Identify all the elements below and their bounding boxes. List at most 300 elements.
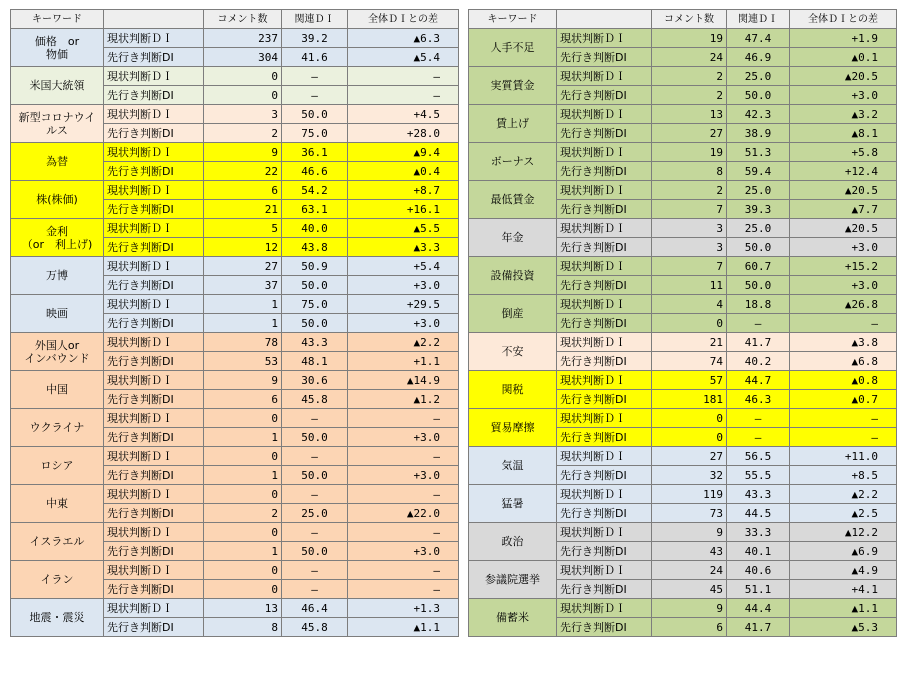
di-type-cell: 現状判断ＤＩ xyxy=(104,295,204,314)
related-di-cell: 44.7 xyxy=(727,371,790,390)
di-type-cell: 現状判断ＤＩ xyxy=(557,295,652,314)
comment-count-cell: 2 xyxy=(652,181,727,200)
table-row xyxy=(469,447,897,466)
related-di-cell: ― xyxy=(727,314,790,333)
related-di-cell: ― xyxy=(282,580,348,599)
keyword-header: キーワード xyxy=(469,10,557,29)
di-type-cell: 先行き判断DI xyxy=(557,352,652,371)
related-di-cell: 48.1 xyxy=(282,352,348,371)
di-type-cell: 現状判断ＤＩ xyxy=(557,447,652,466)
comment-count-cell: 9 xyxy=(204,143,282,162)
di-type-cell: 先行き判断DI xyxy=(104,314,204,333)
comment-count-cell: 5 xyxy=(204,219,282,238)
di-type-cell: 先行き判断DI xyxy=(104,124,204,143)
related-di-cell: 36.1 xyxy=(282,143,348,162)
diff-cell: +5.4 xyxy=(348,257,459,276)
related-di-cell: 44.4 xyxy=(727,599,790,618)
comment-count-cell: 9 xyxy=(652,523,727,542)
keyword-cell: 地震・震災 xyxy=(11,599,104,637)
keyword-cell: 備蓄米 xyxy=(469,599,557,637)
diff-cell: +3.0 xyxy=(348,428,459,447)
related-di-cell: 56.5 xyxy=(727,447,790,466)
comment-count-cell: 4 xyxy=(652,295,727,314)
diff-header: 全体ＤＩとの差 xyxy=(348,10,459,29)
related-di-cell: 33.3 xyxy=(727,523,790,542)
keyword-cell: 為替 xyxy=(11,143,104,181)
keyword-cell: 中国 xyxy=(11,371,104,409)
table-row xyxy=(11,29,459,48)
di-type-cell: 先行き判断DI xyxy=(104,238,204,257)
related-di-cell: 25.0 xyxy=(282,504,348,523)
comment-count-cell: 0 xyxy=(204,409,282,428)
di-type-cell: 現状判断ＤＩ xyxy=(557,257,652,276)
di-type-cell: 先行き判断DI xyxy=(557,86,652,105)
diff-cell: +3.0 xyxy=(790,238,897,257)
comment-count-cell: 304 xyxy=(204,48,282,67)
keyword-cell: 不安 xyxy=(469,333,557,371)
diff-cell: ▲26.8 xyxy=(790,295,897,314)
comment-count-cell: 0 xyxy=(204,86,282,105)
di-type-cell: 現状判断ＤＩ xyxy=(104,599,204,618)
table-row xyxy=(469,67,897,86)
diff-cell: ▲7.7 xyxy=(790,200,897,219)
comment-count-cell: 119 xyxy=(652,485,727,504)
table-body-right xyxy=(469,10,897,637)
keyword-table-left xyxy=(10,9,459,637)
diff-cell: ▲0.7 xyxy=(790,390,897,409)
comment-count-cell: 43 xyxy=(652,542,727,561)
table-row xyxy=(11,333,459,352)
related-di-cell: 51.3 xyxy=(727,143,790,162)
diff-cell: +15.2 xyxy=(790,257,897,276)
related-di-cell: 60.7 xyxy=(727,257,790,276)
diff-cell: ― xyxy=(790,409,897,428)
keyword-cell: 米国大統領 xyxy=(11,67,104,105)
comment-count-cell: 21 xyxy=(204,200,282,219)
related-di-cell: ― xyxy=(282,485,348,504)
related-di-cell: 25.0 xyxy=(727,219,790,238)
di-type-cell: 先行き判断DI xyxy=(557,466,652,485)
di-type-cell: 現状判断ＤＩ xyxy=(104,333,204,352)
comment-count-cell: 32 xyxy=(652,466,727,485)
diff-cell: ▲3.8 xyxy=(790,333,897,352)
keyword-cell: 政治 xyxy=(469,523,557,561)
diff-cell: +1.3 xyxy=(348,599,459,618)
di-type-cell: 先行き判断DI xyxy=(557,124,652,143)
related-di-cell: 45.8 xyxy=(282,390,348,409)
comment-count-cell: 27 xyxy=(652,124,727,143)
di-header: 関連ＤＩ xyxy=(727,10,790,29)
comment-count-cell: 24 xyxy=(652,48,727,67)
table-row xyxy=(11,181,459,200)
related-di-cell: ― xyxy=(282,409,348,428)
table-row xyxy=(469,561,897,580)
di-type-cell: 先行き判断DI xyxy=(557,314,652,333)
comment-count-cell: 0 xyxy=(204,523,282,542)
di-type-cell: 先行き判断DI xyxy=(557,200,652,219)
table-row xyxy=(11,447,459,466)
diff-cell: +1.1 xyxy=(348,352,459,371)
type-header xyxy=(557,10,652,29)
keyword-cell: 関税 xyxy=(469,371,557,409)
di-type-cell: 現状判断ＤＩ xyxy=(557,409,652,428)
related-di-cell: 50.0 xyxy=(282,542,348,561)
related-di-cell: 51.1 xyxy=(727,580,790,599)
di-type-cell: 先行き判断DI xyxy=(104,580,204,599)
diff-cell: ▲0.1 xyxy=(790,48,897,67)
di-type-cell: 先行き判断DI xyxy=(104,428,204,447)
diff-cell: ▲5.5 xyxy=(348,219,459,238)
related-di-cell: 41.6 xyxy=(282,48,348,67)
related-di-cell: 41.7 xyxy=(727,618,790,637)
related-di-cell: 54.2 xyxy=(282,181,348,200)
diff-cell: ▲4.9 xyxy=(790,561,897,580)
diff-cell: ― xyxy=(348,86,459,105)
related-di-cell: 40.6 xyxy=(727,561,790,580)
comment-count-cell: 73 xyxy=(652,504,727,523)
di-type-cell: 現状判断ＤＩ xyxy=(104,105,204,124)
di-type-cell: 先行き判断DI xyxy=(104,200,204,219)
keyword-cell: イラン xyxy=(11,561,104,599)
comment-count-cell: 2 xyxy=(204,504,282,523)
related-di-cell: 50.0 xyxy=(727,238,790,257)
diff-cell: ▲0.4 xyxy=(348,162,459,181)
diff-cell: ▲2.2 xyxy=(348,333,459,352)
comment-count-cell: 13 xyxy=(652,105,727,124)
comment-count-cell: 1 xyxy=(204,295,282,314)
comment-count-cell: 7 xyxy=(652,200,727,219)
table-row xyxy=(11,105,459,124)
related-di-cell: 63.1 xyxy=(282,200,348,219)
comment-count-cell: 11 xyxy=(652,276,727,295)
table-row xyxy=(11,371,459,390)
di-type-cell: 現状判断ＤＩ xyxy=(557,371,652,390)
di-type-cell: 現状判断ＤＩ xyxy=(557,599,652,618)
di-type-cell: 現状判断ＤＩ xyxy=(557,523,652,542)
di-type-cell: 先行き判断DI xyxy=(557,238,652,257)
table-row xyxy=(11,295,459,314)
diff-cell: ▲3.3 xyxy=(348,238,459,257)
keyword-cell: 賃上げ xyxy=(469,105,557,143)
keyword-cell: 年金 xyxy=(469,219,557,257)
di-type-cell: 現状判断ＤＩ xyxy=(104,485,204,504)
keyword-cell: 猛暑 xyxy=(469,485,557,523)
keyword-cell: 万博 xyxy=(11,257,104,295)
diff-cell: ― xyxy=(348,67,459,86)
diff-cell: +4.1 xyxy=(790,580,897,599)
di-type-cell: 現状判断ＤＩ xyxy=(557,29,652,48)
keyword-cell: ボーナス xyxy=(469,143,557,181)
diff-cell: ― xyxy=(790,314,897,333)
keyword-cell: 気温 xyxy=(469,447,557,485)
related-di-cell: 50.9 xyxy=(282,257,348,276)
diff-cell: ― xyxy=(348,580,459,599)
di-type-cell: 現状判断ＤＩ xyxy=(104,29,204,48)
di-type-cell: 先行き判断DI xyxy=(557,580,652,599)
table-row xyxy=(469,333,897,352)
di-type-cell: 現状判断ＤＩ xyxy=(557,485,652,504)
diff-cell: +3.0 xyxy=(348,276,459,295)
diff-cell: +4.5 xyxy=(348,105,459,124)
comment-count-cell: 45 xyxy=(652,580,727,599)
comment-count-cell: 24 xyxy=(652,561,727,580)
comment-count-cell: 0 xyxy=(204,561,282,580)
related-di-cell: 43.3 xyxy=(727,485,790,504)
table-row xyxy=(469,409,897,428)
diff-cell: ▲1.1 xyxy=(790,599,897,618)
diff-cell: ▲9.4 xyxy=(348,143,459,162)
table-row xyxy=(11,257,459,276)
di-type-cell: 現状判断ＤＩ xyxy=(557,105,652,124)
comment-count-cell: 9 xyxy=(652,599,727,618)
related-di-cell: 42.3 xyxy=(727,105,790,124)
comment-count-cell: 0 xyxy=(204,447,282,466)
comment-count-cell: 74 xyxy=(652,352,727,371)
di-type-cell: 先行き判断DI xyxy=(104,48,204,67)
keyword-cell: 株(株価) xyxy=(11,181,104,219)
diff-cell: ▲12.2 xyxy=(790,523,897,542)
header-row xyxy=(11,10,459,29)
diff-cell: +3.0 xyxy=(348,314,459,333)
diff-cell: ▲1.2 xyxy=(348,390,459,409)
comment-count-cell: 27 xyxy=(204,257,282,276)
di-type-cell: 現状判断ＤＩ xyxy=(104,371,204,390)
di-type-cell: 先行き判断DI xyxy=(557,504,652,523)
comment-count-cell: 6 xyxy=(204,181,282,200)
table-row xyxy=(11,67,459,86)
related-di-cell: 50.0 xyxy=(282,276,348,295)
table-row xyxy=(469,257,897,276)
comment-count-cell: 8 xyxy=(652,162,727,181)
related-di-cell: 46.9 xyxy=(727,48,790,67)
keyword-cell: 貿易摩擦 xyxy=(469,409,557,447)
diff-cell: ▲2.5 xyxy=(790,504,897,523)
comment-count-cell: 37 xyxy=(204,276,282,295)
comment-count-cell: 0 xyxy=(204,580,282,599)
table-row xyxy=(469,143,897,162)
keyword-cell: 外国人or インバウンド xyxy=(11,333,104,371)
di-type-cell: 現状判断ＤＩ xyxy=(104,219,204,238)
diff-header: 全体ＤＩとの差 xyxy=(790,10,897,29)
di-type-cell: 現状判断ＤＩ xyxy=(557,181,652,200)
diff-cell: ▲6.8 xyxy=(790,352,897,371)
keyword-cell: 中東 xyxy=(11,485,104,523)
table-row xyxy=(469,181,897,200)
diff-cell: +3.0 xyxy=(348,466,459,485)
di-type-cell: 現状判断ＤＩ xyxy=(557,67,652,86)
comments-header: コメント数 xyxy=(652,10,727,29)
comment-count-cell: 22 xyxy=(204,162,282,181)
related-di-cell: 40.1 xyxy=(727,542,790,561)
related-di-cell: 43.3 xyxy=(282,333,348,352)
related-di-cell: 59.4 xyxy=(727,162,790,181)
diff-cell: ▲20.5 xyxy=(790,181,897,200)
comment-count-cell: 78 xyxy=(204,333,282,352)
diff-cell: +11.0 xyxy=(790,447,897,466)
related-di-cell: ― xyxy=(727,428,790,447)
keyword-cell: 新型コロナウイ ルス xyxy=(11,105,104,143)
di-type-cell: 先行き判断DI xyxy=(104,352,204,371)
table-row xyxy=(469,371,897,390)
diff-cell: ▲0.8 xyxy=(790,371,897,390)
keyword-cell: 参議院選挙 xyxy=(469,561,557,599)
diff-cell: ― xyxy=(790,428,897,447)
comment-count-cell: 2 xyxy=(652,67,727,86)
diff-cell: ▲22.0 xyxy=(348,504,459,523)
keyword-table-right xyxy=(468,9,897,637)
table-row xyxy=(469,599,897,618)
related-di-cell: 40.0 xyxy=(282,219,348,238)
diff-cell: +3.0 xyxy=(790,276,897,295)
related-di-cell: 50.0 xyxy=(727,86,790,105)
di-type-cell: 先行き判断DI xyxy=(557,428,652,447)
diff-cell: ▲14.9 xyxy=(348,371,459,390)
related-di-cell: ― xyxy=(282,447,348,466)
diff-cell: ▲5.3 xyxy=(790,618,897,637)
di-type-cell: 先行き判断DI xyxy=(104,542,204,561)
related-di-cell: 25.0 xyxy=(727,181,790,200)
keyword-cell: 設備投資 xyxy=(469,257,557,295)
keyword-cell: 価格 or 物価 xyxy=(11,29,104,67)
table-row xyxy=(469,29,897,48)
related-di-cell: 75.0 xyxy=(282,295,348,314)
comment-count-cell: 0 xyxy=(652,409,727,428)
di-header: 関連ＤＩ xyxy=(282,10,348,29)
table-row xyxy=(11,599,459,618)
diff-cell: ― xyxy=(348,409,459,428)
comment-count-cell: 237 xyxy=(204,29,282,48)
di-type-cell: 現状判断ＤＩ xyxy=(104,67,204,86)
table-row xyxy=(11,409,459,428)
related-di-cell: 46.3 xyxy=(727,390,790,409)
comment-count-cell: 1 xyxy=(204,466,282,485)
comment-count-cell: 6 xyxy=(204,390,282,409)
related-di-cell: 39.2 xyxy=(282,29,348,48)
comment-count-cell: 3 xyxy=(652,219,727,238)
diff-cell: +28.0 xyxy=(348,124,459,143)
comment-count-cell: 19 xyxy=(652,29,727,48)
comment-count-cell: 3 xyxy=(204,105,282,124)
related-di-cell: ― xyxy=(282,67,348,86)
diff-cell: +16.1 xyxy=(348,200,459,219)
comment-count-cell: 0 xyxy=(204,485,282,504)
diff-cell: +12.4 xyxy=(790,162,897,181)
related-di-cell: 38.9 xyxy=(727,124,790,143)
diff-cell: ▲5.4 xyxy=(348,48,459,67)
related-di-cell: ― xyxy=(282,561,348,580)
comment-count-cell: 2 xyxy=(652,86,727,105)
keyword-cell: ロシア xyxy=(11,447,104,485)
di-type-cell: 先行き判断DI xyxy=(557,542,652,561)
related-di-cell: ― xyxy=(727,409,790,428)
di-type-cell: 先行き判断DI xyxy=(104,276,204,295)
comment-count-cell: 3 xyxy=(652,238,727,257)
di-type-cell: 先行き判断DI xyxy=(104,504,204,523)
comment-count-cell: 0 xyxy=(652,314,727,333)
comment-count-cell: 12 xyxy=(204,238,282,257)
keyword-cell: ウクライナ xyxy=(11,409,104,447)
table-row xyxy=(11,485,459,504)
keyword-cell: 倒産 xyxy=(469,295,557,333)
table-row xyxy=(469,485,897,504)
table-row xyxy=(11,561,459,580)
diff-cell: +5.8 xyxy=(790,143,897,162)
diff-cell: ― xyxy=(348,561,459,580)
di-type-cell: 現状判断ＤＩ xyxy=(557,143,652,162)
table-row xyxy=(11,523,459,542)
di-type-cell: 先行き判断DI xyxy=(557,276,652,295)
related-di-cell: 50.0 xyxy=(282,428,348,447)
comment-count-cell: 2 xyxy=(204,124,282,143)
comment-count-cell: 1 xyxy=(204,314,282,333)
diff-cell: ▲2.2 xyxy=(790,485,897,504)
di-type-cell: 先行き判断DI xyxy=(557,162,652,181)
comment-count-cell: 7 xyxy=(652,257,727,276)
diff-cell: ▲6.3 xyxy=(348,29,459,48)
diff-cell: +3.0 xyxy=(790,86,897,105)
diff-cell: +8.5 xyxy=(790,466,897,485)
related-di-cell: 40.2 xyxy=(727,352,790,371)
related-di-cell: 75.0 xyxy=(282,124,348,143)
di-type-cell: 先行き判断DI xyxy=(557,48,652,67)
header-row xyxy=(469,10,897,29)
comment-count-cell: 53 xyxy=(204,352,282,371)
table-row xyxy=(469,219,897,238)
related-di-cell: 39.3 xyxy=(727,200,790,219)
comment-count-cell: 21 xyxy=(652,333,727,352)
related-di-cell: 55.5 xyxy=(727,466,790,485)
diff-cell: +3.0 xyxy=(348,542,459,561)
table-row xyxy=(11,143,459,162)
related-di-cell: 25.0 xyxy=(727,67,790,86)
comment-count-cell: 6 xyxy=(652,618,727,637)
table-body-left xyxy=(11,10,459,637)
diff-cell: +8.7 xyxy=(348,181,459,200)
comment-count-cell: 0 xyxy=(652,428,727,447)
di-type-cell: 先行き判断DI xyxy=(104,162,204,181)
related-di-cell: 47.4 xyxy=(727,29,790,48)
type-header xyxy=(104,10,204,29)
di-type-cell: 現状判断ＤＩ xyxy=(104,409,204,428)
di-type-cell: 現状判断ＤＩ xyxy=(557,561,652,580)
keyword-header: キーワード xyxy=(11,10,104,29)
comment-count-cell: 27 xyxy=(652,447,727,466)
comment-count-cell: 181 xyxy=(652,390,727,409)
keyword-cell: イスラエル xyxy=(11,523,104,561)
related-di-cell: 30.6 xyxy=(282,371,348,390)
comments-header: コメント数 xyxy=(204,10,282,29)
related-di-cell: 50.0 xyxy=(282,314,348,333)
diff-cell: ▲20.5 xyxy=(790,219,897,238)
diff-cell: ― xyxy=(348,447,459,466)
related-di-cell: 45.8 xyxy=(282,618,348,637)
diff-cell: ▲3.2 xyxy=(790,105,897,124)
comment-count-cell: 13 xyxy=(204,599,282,618)
comment-count-cell: 1 xyxy=(204,428,282,447)
table-row xyxy=(11,219,459,238)
comment-count-cell: 9 xyxy=(204,371,282,390)
di-type-cell: 現状判断ＤＩ xyxy=(557,219,652,238)
keyword-cell: 映画 xyxy=(11,295,104,333)
di-type-cell: 現状判断ＤＩ xyxy=(557,333,652,352)
related-di-cell: 41.7 xyxy=(727,333,790,352)
di-type-cell: 先行き判断DI xyxy=(557,390,652,409)
di-type-cell: 現状判断ＤＩ xyxy=(104,523,204,542)
diff-cell: ― xyxy=(348,523,459,542)
keyword-cell: 実質賃金 xyxy=(469,67,557,105)
di-type-cell: 先行き判断DI xyxy=(104,390,204,409)
diff-cell: ▲1.1 xyxy=(348,618,459,637)
